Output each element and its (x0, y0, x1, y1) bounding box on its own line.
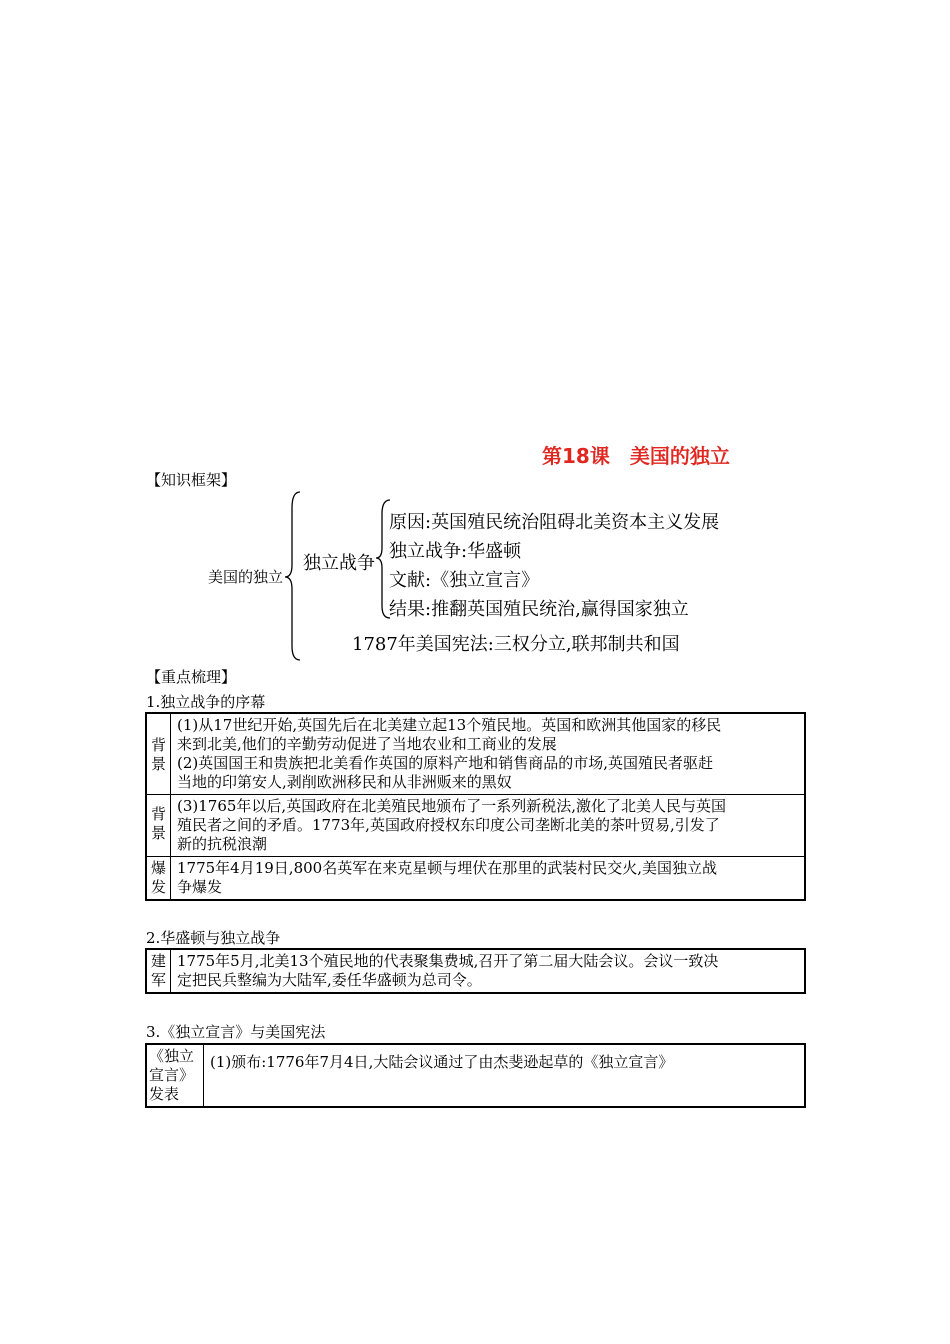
content-line: (1)颁布:1776年7月4日,大陆会议通过了由杰斐逊起草的《独立宣言》 (210, 1053, 674, 1071)
framework-constitution: 1787年美国宪法:三权分立,联邦制共和国 (352, 634, 680, 655)
framework-heading: 【知识框架】 (146, 471, 237, 489)
content-line: 争爆发 (177, 878, 223, 896)
content-line: (1)从17世纪开始,英国先后在北美建立起13个殖民地。英国和欧洲其他国家的移民 (177, 716, 722, 734)
content-line: 新的抗税浪潮 (177, 835, 268, 853)
row-content (171, 713, 806, 795)
content-line: 1775年4月19日,800名英军在来克星顿与埋伏在那里的武装村民交火,美国独立战 (177, 859, 717, 877)
content-line: (2)英国国王和贵族把北美看作英国的原料产地和销售商品的市场,英国殖民者驱赶 (177, 754, 714, 772)
section-title: 1.独立战争的序幕 (146, 693, 266, 711)
row-content (171, 949, 806, 993)
table-row (146, 795, 805, 857)
content-line: (3)1765年以后,英国政府在北美殖民地颁布了一系列新税法,激化了北美人民与英国 (177, 797, 726, 815)
framework-item-cause: 原因:英国殖民统治阻碍北美资本主义发展 (389, 512, 720, 533)
content-line: 殖民者之间的矛盾。1773年,英国政府授权东印度公司垄断北美的茶叶贸易,引发了 (177, 816, 720, 834)
table-row (146, 857, 805, 901)
section-table (145, 712, 806, 901)
section-table (145, 1043, 806, 1108)
table-row (146, 713, 805, 795)
row-content (204, 1044, 806, 1107)
content-line: 1775年5月,北美13个殖民地的代表聚集费城,召开了第二届大陆会议。会议一致决 (177, 952, 719, 970)
framework-item-document: 文献:《独立宣言》 (389, 570, 540, 591)
inner-brace (376, 500, 390, 618)
row-label: 背景 (146, 713, 171, 795)
row-label: 建军 (146, 949, 171, 993)
framework-branch: 独立战争 (303, 553, 375, 574)
framework-item-result: 结果:推翻英国殖民统治,赢得国家独立 (389, 599, 689, 620)
row-content (171, 795, 806, 857)
content-line: 定把民兵整编为大陆军,委任华盛顿为总司令。 (177, 971, 482, 989)
content-line: 当地的印第安人,剥削欧洲移民和从非洲贩来的黑奴 (177, 773, 512, 791)
framework-root: 美国的独立 (208, 568, 284, 586)
content-line: 来到北美,他们的辛勤劳动促进了当地农业和工商业的发展 (177, 735, 557, 753)
outer-brace (285, 492, 300, 660)
lesson-title: 第18课 美国的独立 (542, 444, 730, 468)
table-row (146, 949, 805, 993)
row-label: 背景 (146, 795, 171, 857)
framework-item-war: 独立战争:华盛顿 (389, 541, 522, 562)
row-label: 爆发 (146, 857, 171, 901)
review-heading: 【重点梳理】 (146, 668, 237, 686)
row-content (171, 857, 806, 901)
row-label: 《独立宣言》发表 (146, 1044, 204, 1107)
section-title: 2.华盛顿与独立战争 (146, 929, 281, 947)
section-title: 3.《独立宣言》与美国宪法 (146, 1023, 326, 1041)
table-row (146, 1044, 805, 1107)
section-table (145, 948, 806, 994)
